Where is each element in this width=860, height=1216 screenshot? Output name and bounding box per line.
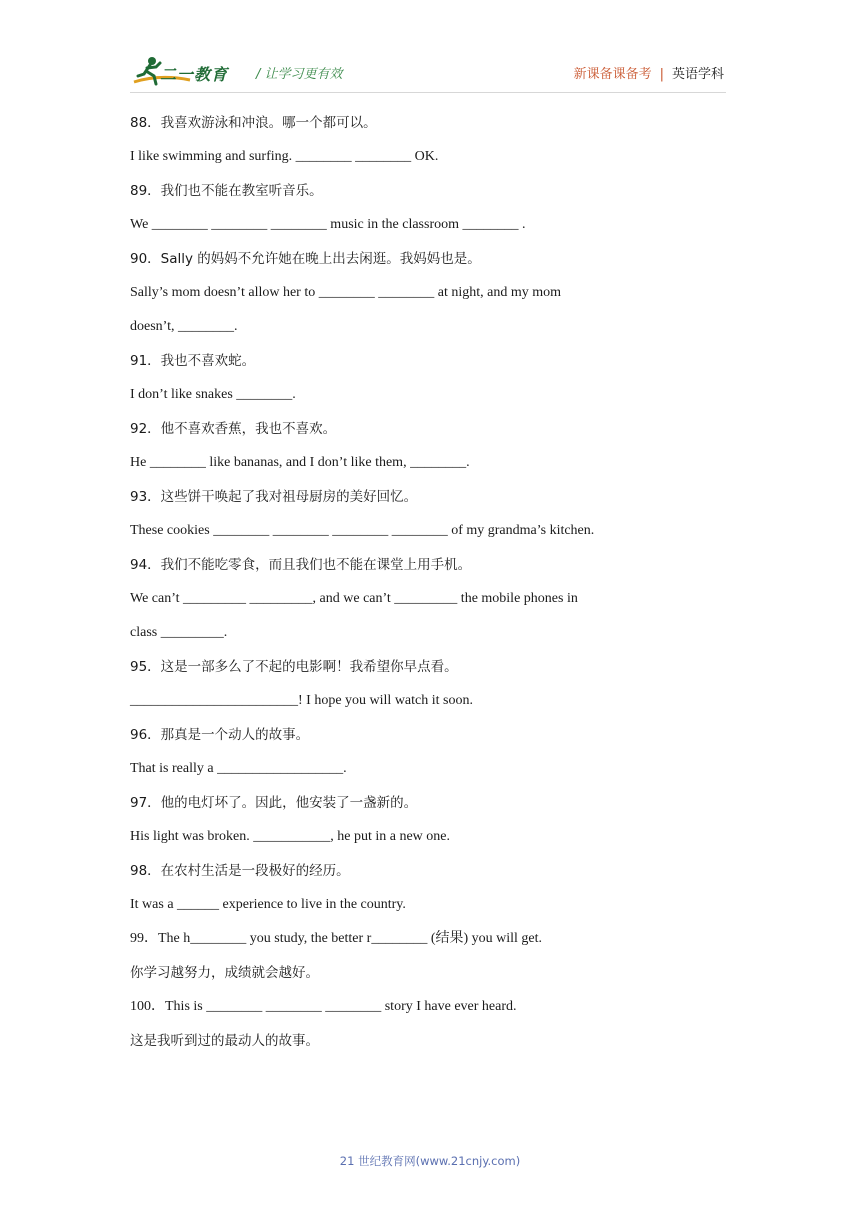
question-line: 90．Sally 的妈妈不允许她在晚上出去闲逛。我妈妈也是。 <box>130 251 481 267</box>
question-line: 96．那真是一个动人的故事。 <box>130 727 310 743</box>
question-line: 93．这些饼干唤起了我对祖母厨房的美好回忆。 <box>130 489 418 505</box>
answer-line: It was a ______ experience to live in the country. <box>130 897 406 912</box>
tag-separator: | <box>659 67 664 82</box>
exercise-content <box>130 106 750 1058</box>
tag-subject: 英语学科 <box>671 67 724 82</box>
tag-course-prep: 新课备课备考 <box>573 67 652 82</box>
answer-line: That is really a __________________. <box>130 761 347 776</box>
translation-line: 这是我听到过的最动人的故事。 <box>130 1033 319 1049</box>
answer-line: Sally’s mom doesn’t allow her to ________ ________ at night, and my mom <box>130 285 561 300</box>
translation-line: 你学习越努力，成绩就会越好。 <box>130 965 319 981</box>
answer-line: We ________ ________ ________ music in the classroom ________ . <box>130 217 526 232</box>
question-line: 100．This is ________ ________ ________ story I have ever heard. <box>130 999 517 1014</box>
question-line: 91．我也不喜欢蛇。 <box>130 353 256 369</box>
answer-line: class _________. <box>130 625 228 640</box>
answer-line: ________________________! I hope you will watch it soon. <box>130 693 473 708</box>
page-header <box>130 54 730 94</box>
question-line: 94．我们不能吃零食，而且我们也不能在课堂上用手机。 <box>130 557 472 573</box>
answer-line: He ________ like bananas, and I don’t like them, ________. <box>130 455 470 470</box>
answer-line: I like swimming and surfing. ________ ________ OK. <box>130 149 439 164</box>
logo <box>130 54 242 90</box>
question-line: 89．我们也不能在教室听音乐。 <box>130 183 323 199</box>
question-line: 92．他不喜欢香蕉，我也不喜欢。 <box>130 421 337 437</box>
answer-line: These cookies ________ ________ ________ ________ of my grandma’s kitchen. <box>130 523 595 538</box>
slogan: / 让学习更有效 <box>256 67 343 82</box>
logo-text: 二一教育 <box>160 65 229 84</box>
question-line: 95．这是一部多么了不起的电影啊！我希望你早点看。 <box>130 659 458 675</box>
answer-line: doesn’t, ________. <box>130 319 238 334</box>
answer-line: We can’t _________ _________, and we can’t _________ the mobile phones in <box>130 591 578 606</box>
answer-line: His light was broken. ___________, he put in a new one. <box>130 829 451 844</box>
question-line: 99．The h________ you study, the better r________ (结果) you will get. <box>130 931 543 946</box>
page-footer: 21 世纪教育网(www.21cnjy.com) <box>339 1154 521 1168</box>
question-line: 98．在农村生活是一段极好的经历。 <box>130 863 350 879</box>
header-divider <box>130 92 726 93</box>
question-line: 97．他的电灯坏了。因此，他安装了一盏新的。 <box>130 795 418 811</box>
answer-line: I don’t like snakes ________. <box>130 387 296 402</box>
header-tags <box>574 63 724 82</box>
question-line: 88．我喜欢游泳和冲浪。哪一个都可以。 <box>130 115 377 131</box>
